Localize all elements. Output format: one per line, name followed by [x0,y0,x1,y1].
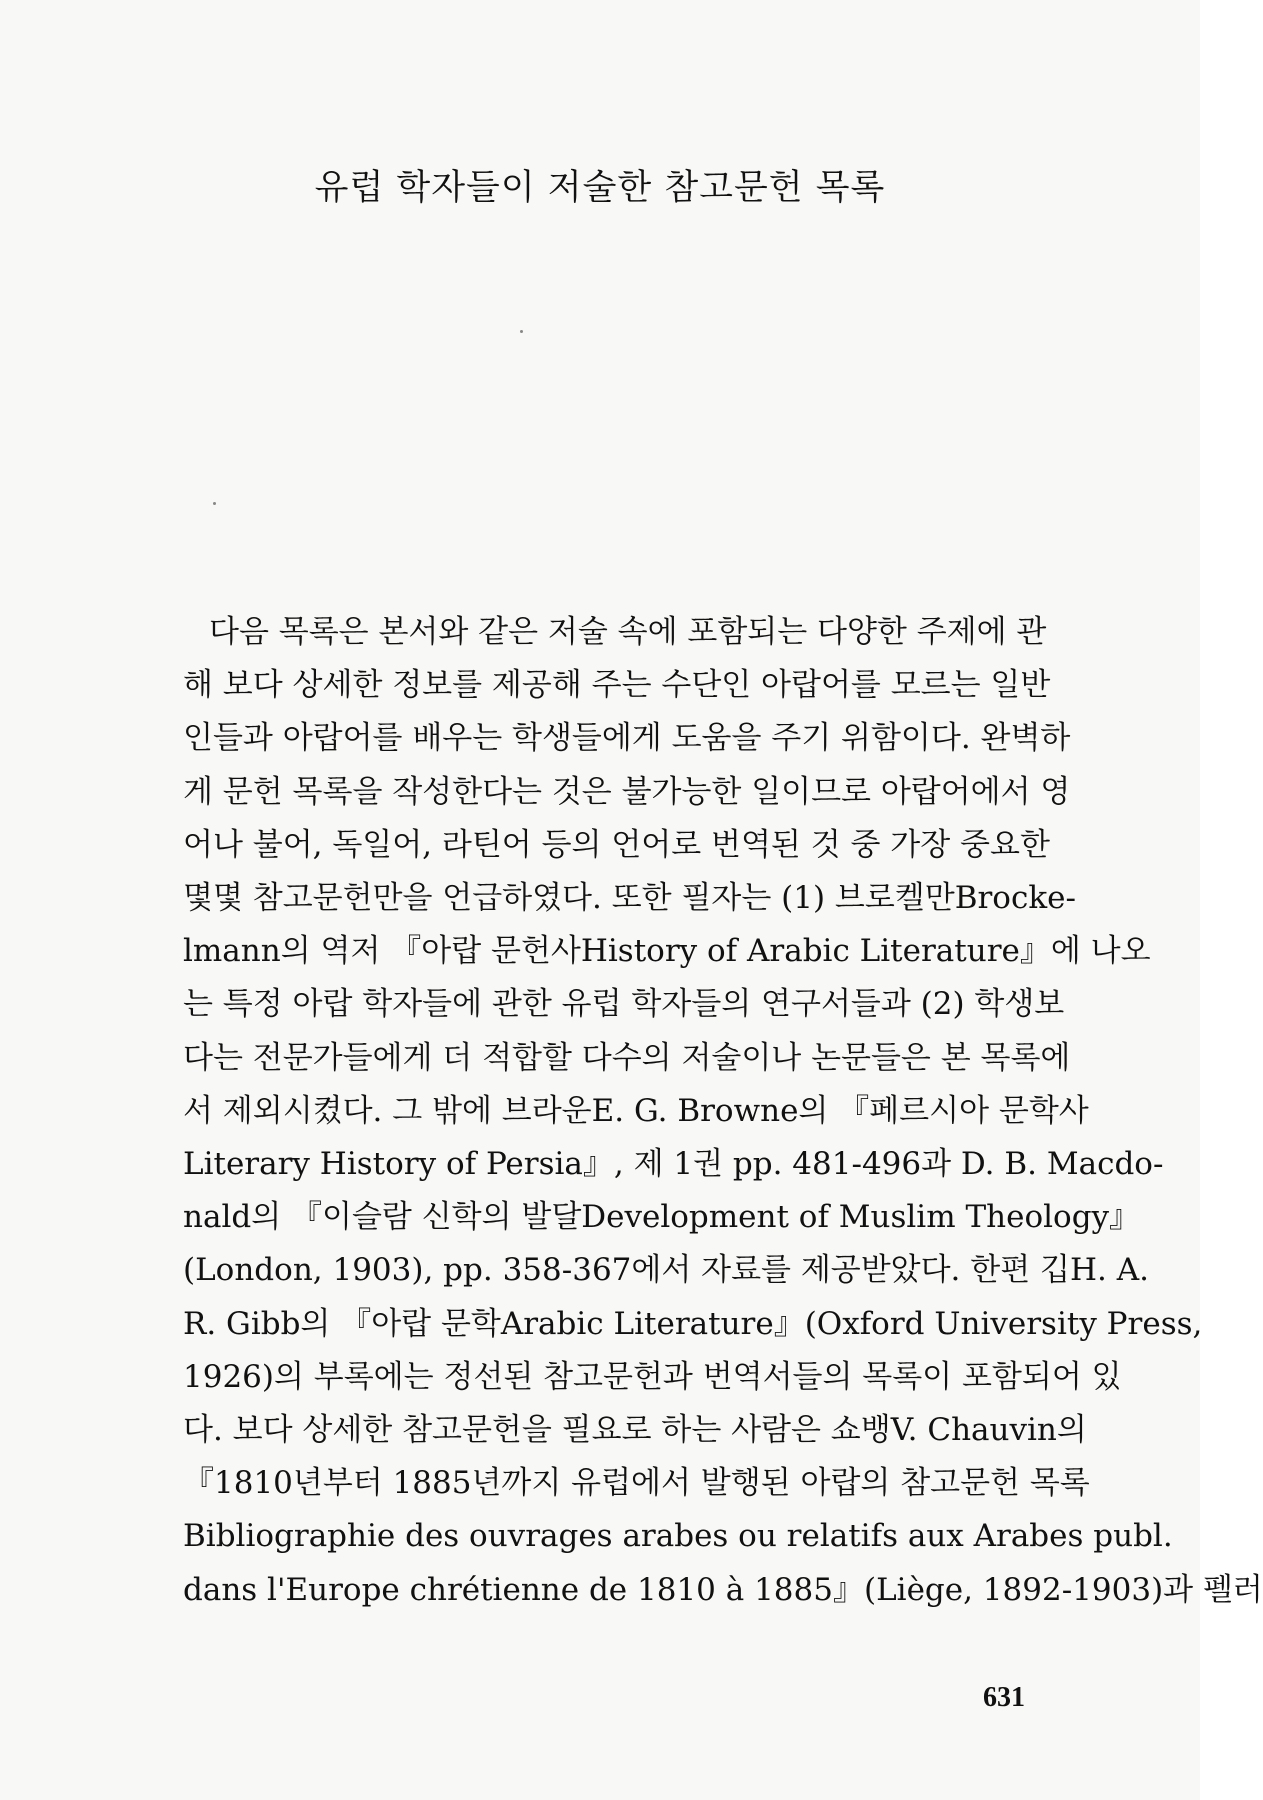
body-line: 서 제외시켰다. 그 밖에 브라운E. G. Browne의 『페르시아 문학사 [183,1092,1089,1129]
body-line: 몇몇 참고문헌만을 언급하였다. 또한 필자는 (1) 브로켈만Brocke- [183,880,1076,917]
body-line: 어나 불어, 독일어, 라틴어 등의 언어로 번역된 것 중 가장 중요한 [183,826,1050,863]
body-line: (London, 1903), pp. 358-367에서 자료를 제공받았다. 한편 깁H. A. [183,1252,1149,1289]
body-line: R. Gibb의 『아랍 문학Arabic Literature』(Oxford University Press, [183,1305,1203,1342]
page-number: 631 [983,1682,1025,1713]
body-line: Literary History of Persia』, 제 1권 pp. 481-496과 D. B. Macdo- [183,1146,1164,1183]
body-line: 게 문헌 목록을 작성한다는 것은 불가능한 일이므로 아랍어에서 영 [183,773,1071,810]
body-line: Bibliographie des ouvrages arabes ou relatifs aux Arabes publ. [183,1518,1173,1555]
body-line: nald의 『이슬람 신학의 발달Development of Muslim Theology』 [183,1199,1141,1236]
body-line: 는 특정 아랍 학자들에 관한 유럽 학자들의 연구서들과 (2) 학생보 [183,986,1065,1023]
body-line: 다. 보다 상세한 참고문헌을 필요로 하는 사람은 쇼뱅V. Chauvin의 [183,1412,1087,1449]
body-line: 『1810년부터 1885년까지 유럽에서 발행된 아랍의 참고문헌 목록 [183,1465,1090,1502]
scan-speck [520,330,523,333]
page-title: 유럽 학자들이 저술한 참고문헌 목록 [314,168,886,208]
body-line: 다음 목록은 본서와 같은 저술 속에 포함되는 다양한 주제에 관 [209,614,1047,650]
body-line: 다는 전문가들에게 더 적합할 다수의 저술이나 논문들은 본 목록에 [183,1039,1071,1076]
body-line: dans l'Europe chrétienne de 1810 à 1885』(Liège, 1892-1903)과 펠러 [183,1571,1263,1608]
body-line: 인들과 아랍어를 배우는 학생들에게 도움을 주기 위함이다. 완벽하 [183,720,1071,757]
body-line: lmann의 역저 『아랍 문헌사History of Arabic Literature』에 나오 [183,933,1151,970]
body-line: 1926)의 부록에는 정선된 참고문헌과 번역서들의 목록이 포함되어 있 [183,1358,1122,1395]
body-paragraph [183,606,1263,1617]
scan-speck [213,502,216,505]
body-line: 해 보다 상세한 정보를 제공해 주는 수단인 아랍어를 모르는 일반 [183,667,1051,704]
